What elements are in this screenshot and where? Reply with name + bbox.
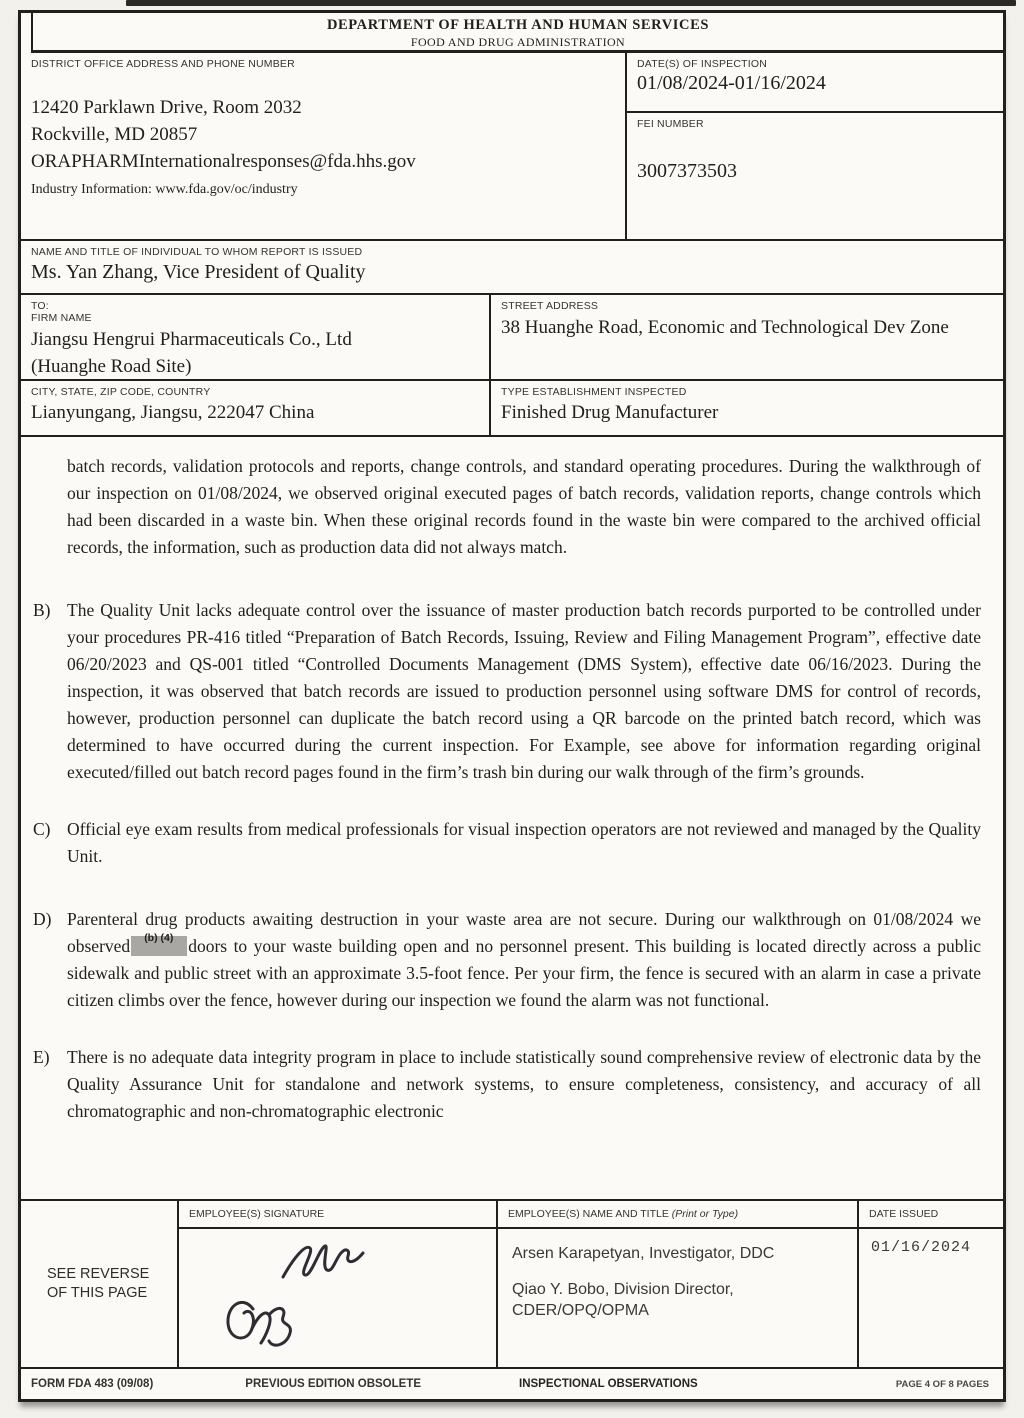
employee-signature-cell xyxy=(179,1201,498,1367)
see-reverse-cell xyxy=(21,1201,179,1367)
district-office-cell xyxy=(21,53,627,239)
paragraph-text-after-redaction: doors to your waste building open and no personnel present. This building is located directly across a public sidewalk and public street with an approximate 3.5-foot fence. Per your firm, the fence is secured with an alarm in case a private citizen climbs over the fence, however during our inspection we found the alarm was not functional. xyxy=(67,936,981,1010)
paragraph-text-before-redaction: Parenteral drug products awaiting destruction in your waste area are not secure. During our walkthrough on 01/08/2024 we observed xyxy=(67,909,981,956)
paragraph-letter: B) xyxy=(33,600,51,620)
print-or-type-label: (Print or Type) xyxy=(671,1208,739,1220)
individual-row xyxy=(21,241,1003,295)
form-number: FORM FDA 483 (09/08) xyxy=(31,1378,154,1390)
signature-table xyxy=(21,1199,1003,1367)
firm-name-cell xyxy=(21,295,491,379)
street-address-cell xyxy=(491,295,1003,379)
paragraph-text: The Quality Unit lacks adequate control over the issuance of master production batch records purported to be controlled under your procedures PR-416 titled “Preparation of Batch Records, Issuing, Review and Filing Management Program”, effective date 06/20/2023 and QS-001 titled “Controlled Documents Management (DMS System), effective date 06/16/2023. During the inspection, it was observed that batch records are issued to production personnel using software DMS for control of records, however, production personnel can duplicate the batch record using a QR barcode on the printed batch record, which was determined to have occurred during the current inspection. For Example, see above for information regarding original executed/filled out batch record pages found in the firm’s trash bin during our walk through of the firm’s grounds. xyxy=(67,600,981,782)
previous-edition-note: PREVIOUS EDITION OBSOLETE xyxy=(245,1378,421,1390)
city-row xyxy=(21,381,1003,437)
signature-two-icon xyxy=(219,1291,329,1357)
dates-of-inspection-value: 01/08/2024-01/16/2024 xyxy=(637,72,826,94)
fda-subtitle: FOOD AND DRUG ADMINISTRATION xyxy=(410,35,626,49)
agency-header xyxy=(31,13,1003,53)
observation-intro-paragraph: batch records, validation protocols and reports, change controls, and standard operating procedures. During the walkthrough of our inspection on 01/08/2024, we observed original executed pages of batch records, validation reports, change controls which had been discarded in a waste bin. When these original records found in the waste bin were compared to the archived official records, the information, such as production data did not always match. xyxy=(67,456,981,557)
form-footer-strip xyxy=(21,1367,1003,1399)
district-office-address xyxy=(31,94,615,203)
firm-name-value xyxy=(31,326,479,380)
type-establishment-value: Finished Drug Manufacturer xyxy=(501,402,719,423)
department-title: DEPARTMENT OF HEALTH AND HUMAN SERVICES xyxy=(326,17,710,33)
paragraph-text: There is no adequate data integrity program in place to include statistically sound comprehensive review of electronic data by the Quality Assurance Unit for standalone and network systems, to ensure completeness, consistency, and accuracy of all chromatographic and non-chromatographic electronic xyxy=(67,1047,981,1121)
city-cell xyxy=(21,381,491,435)
individual-value: Ms. Yan Zhang, Vice President of Quality xyxy=(31,261,366,283)
individual-cell xyxy=(21,241,1003,293)
paragraph-letter: C) xyxy=(33,819,51,839)
observations-body xyxy=(21,437,1003,1199)
street-address-value: 38 Huanghe Road, Economic and Technological Dev Zone xyxy=(501,317,949,338)
paragraph-letter: D) xyxy=(33,909,52,929)
type-establishment-label: TYPE ESTABLISHMENT INSPECTED xyxy=(501,386,687,398)
employee-name-line: Qiao Y. Bobo, Division Director, xyxy=(512,1281,734,1298)
paragraph-text xyxy=(67,906,981,1014)
inspection-meta-cell xyxy=(627,53,1003,239)
fei-number-cell xyxy=(627,113,1003,239)
industry-info-line: Industry Information: www.fda.gov/oc/industry xyxy=(31,182,298,197)
employee-name-title-label xyxy=(498,1201,857,1229)
individual-label: NAME AND TITLE OF INDIVIDUAL TO WHOM REPORT IS ISSUED xyxy=(31,246,363,258)
see-reverse-line: OF THIS PAGE xyxy=(47,1285,148,1301)
fei-number-value: 3007373503 xyxy=(637,160,737,182)
address-line: 12420 Parklawn Drive, Room 2032 xyxy=(31,97,302,118)
redaction-box xyxy=(131,932,187,956)
paragraph-letter: E) xyxy=(33,1047,50,1067)
form-title: INSPECTIONAL OBSERVATIONS xyxy=(519,1378,698,1390)
page-indicator: PAGE 4 OF 8 PAGES xyxy=(895,1378,989,1390)
date-issued-value: 01/16/2024 xyxy=(871,1239,972,1256)
employee-name-title-label-text: EMPLOYEE(S) NAME AND TITLE xyxy=(508,1208,672,1220)
type-establishment-cell xyxy=(491,381,1003,435)
to-label: TO: xyxy=(31,300,49,312)
see-reverse-line: SEE REVERSE xyxy=(47,1266,150,1282)
scan-artifact-top-strip xyxy=(126,0,1016,6)
district-office-label: DISTRICT OFFICE ADDRESS AND PHONE NUMBER xyxy=(31,58,295,70)
observation-paragraph-e xyxy=(33,1044,981,1125)
info-row xyxy=(21,53,1003,241)
signature-one-icon xyxy=(277,1237,373,1289)
date-issued-label: DATE ISSUED xyxy=(859,1201,1003,1229)
paragraph-text: Official eye exam results from medical professionals for visual inspection operators are not reviewed and managed by the Quality Unit. xyxy=(67,819,981,866)
firm-name-label: FIRM NAME xyxy=(31,312,92,324)
firm-row xyxy=(21,295,1003,381)
fei-number-label: FEI NUMBER xyxy=(637,118,704,130)
city-label: CITY, STATE, ZIP CODE, COUNTRY xyxy=(31,386,211,398)
dates-of-inspection-label: DATE(S) OF INSPECTION xyxy=(637,58,768,70)
address-line: ORAPHARMInternationalresponses@fda.hhs.gov xyxy=(31,151,416,172)
date-issued-cell xyxy=(859,1201,1003,1367)
observation-paragraph-b xyxy=(33,597,981,786)
city-value: Lianyungang, Jiangsu, 222047 China xyxy=(31,402,315,423)
employee-signature-label: EMPLOYEE(S) SIGNATURE xyxy=(179,1201,496,1229)
firm-name-line: (Huanghe Road Site) xyxy=(31,356,192,377)
dates-of-inspection-cell xyxy=(627,53,1003,113)
redaction-exemption-label: (b) (4) xyxy=(144,932,174,944)
street-address-label: STREET ADDRESS xyxy=(501,300,599,312)
form-border xyxy=(18,10,1006,1402)
employee-names xyxy=(498,1229,857,1321)
firm-name-line: Jiangsu Hengrui Pharmaceuticals Co., Ltd xyxy=(31,329,352,350)
signature-area xyxy=(179,1229,496,1367)
observation-paragraph-c xyxy=(33,816,981,870)
employee-name-line: Arsen Karapetyan, Investigator, DDC xyxy=(512,1245,775,1262)
observation-paragraph-d xyxy=(33,906,981,1014)
employee-name-title-cell xyxy=(498,1201,859,1367)
employee-name-line: CDER/OPQ/OPMA xyxy=(512,1302,649,1319)
address-line: Rockville, MD 20857 xyxy=(31,124,198,145)
